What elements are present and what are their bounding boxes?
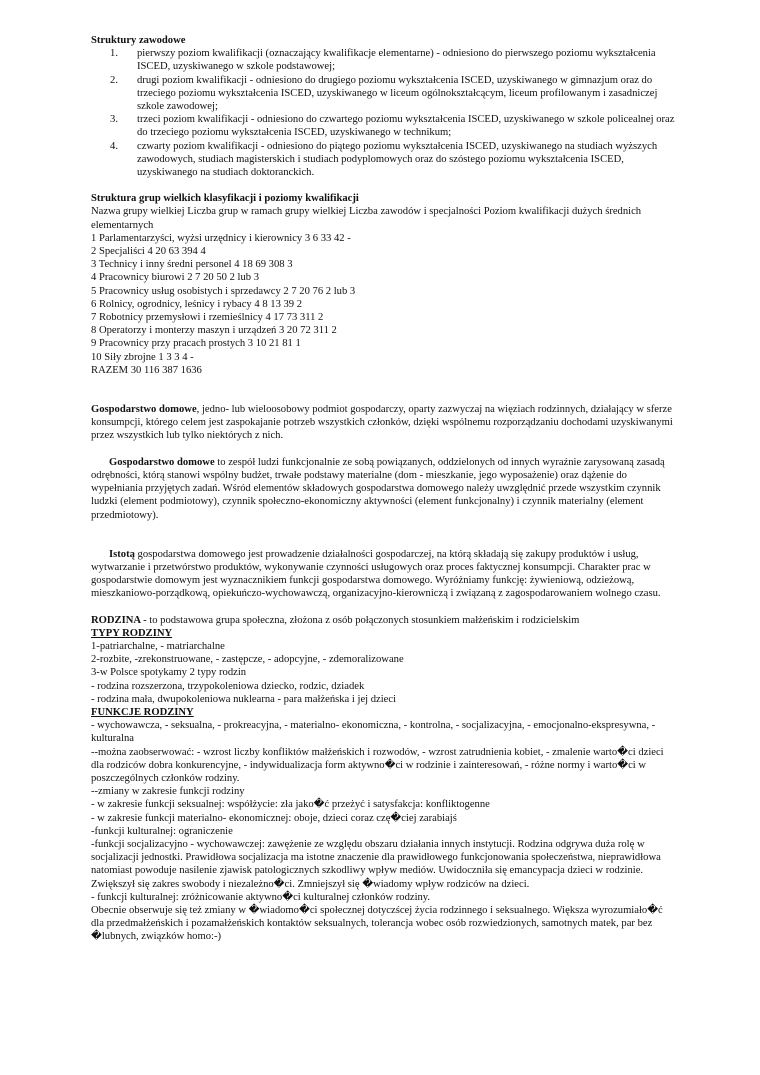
list-item-text: pierwszy poziom kwalifikacji (oznaczający kwalifikacje elementarne) - odniesiono do pierwszego poziomu wykształcenia ISCED, uzyskiwanego w szkole podstawowej; [137, 48, 656, 73]
family-functions-line: -funkcji socjalizacyjno - wychowawczej: zawężenie ze względu obszaru działania innych instytucji. Rodzina odgrywa duża rolę w socjalizacji jednostki. Prawidłowa socjalizacja ma istotne znaczenie dla prawidłowego funkcjonowania społeczeństwa, nieprawidłowa natomiast powoduje nasilenie zjawisk patologicznych szkodliwy wpływ mediów. Uwidoczniła się emancypacja dzieci w rodzinie. Zwiększył się zakres swobody i niezależno�ci. Zmniejszył się �wiadomy wpływ rodziców na dzieci. [91, 838, 661, 890]
family-functions-line: --można zaobserwować: - wzrost liczby konfliktów małżeńskich i rozwodów, - wzrost zatrudnienia kobiet, - zmalenie warto�ci dzieci dla rodziców dobra konkurencyjne, - indywidualizacja form aktywno�ci w rodzinie i zainteresowań, - różne normy i warto�ci w poszczególnych członków rodziny. [91, 746, 664, 784]
list-item-number: 3. [110, 114, 118, 126]
household-text: , jedno- lub wieloosobowy podmiot gospodarczy, oparty zazwyczaj na więziach rodzinnych, działający w sferze konsumpcji, którego celem jest zaspokajanie potrzeb wszystkich członków, dzięki wspólnemu rozporządzaniu dochodami uzyskiwanymi przez wszystkich lub tylko niektórych z nich. [91, 404, 673, 442]
family-functions-heading: FUNKCJE RODZINY [91, 706, 194, 718]
list-item [91, 74, 677, 114]
groups-row: 1 Parlamentarzyści, wyżsi urzędnicy i kierownicy 3 6 33 42 - [91, 232, 351, 244]
spacer [91, 377, 677, 403]
list-item-text: drugi poziom kwalifikacji - odniesiono do drugiego poziomu wykształcenia ISCED, uzyskiwanego w gimnazjum oraz do trzeciego poziomu wykształcenia ISCED, uzyskiwanego w liceum ogólnokształcącym, liceum profilowanym i zasadniczej szkole zawodowej; [137, 74, 658, 113]
list-item-text: czwarty poziom kwalifikacji - odniesiono do piątego poziomu wykształcenia ISCED, uzyskiwanego na studiach wyższych zawodowych, studiach magisterskich i studiach podyplomowych oraz do szóstego poziomu wykształcenia ISCED, uzyskiwanego na studiach doktoranckich. [137, 140, 658, 179]
list-item [91, 113, 677, 139]
family-definition-text: to podstawowa grupa społeczna, złożona z osób połączonych stosunkiem małżeńskim i rodzicielskim [149, 614, 580, 626]
groups-row: 7 Robotnicy przemysłowi i rzemieślnicy 4 17 73 311 2 [91, 312, 324, 324]
list-item [91, 47, 677, 73]
groups-row: 4 Pracownicy biurowi 2 7 20 50 2 lub 3 [91, 272, 260, 284]
family-types-line: 2-rozbite, -zrekonstruowane, - zastępcze, - adopcyjne, - zdemoralizowane [91, 654, 404, 666]
household-paragraph-1 [91, 403, 677, 443]
spacer [91, 522, 677, 548]
groups-row: 8 Operatorzy i monterzy maszyn i urządzeń 3 20 72 311 2 [91, 325, 337, 337]
groups-row: RAZEM 30 116 387 1636 [91, 364, 202, 376]
groups-row: 2 Specjaliści 4 20 63 394 4 [91, 246, 206, 258]
structures-heading: Struktury zawodowe [91, 35, 186, 46]
family-types-line: 3-w Polsce spotykamy 2 typy rodzin [91, 667, 247, 679]
family-types-heading: TYPY RODZINY [91, 627, 173, 639]
groups-row: 9 Pracownicy przy pracach prostych 3 10 21 81 1 [91, 338, 301, 350]
family-functions-line: - w zakresie funkcji seksualnej: współżycie: zła jako�ć przeżyć i satysfakcja: konfliktogenne [91, 799, 490, 811]
household-term: Gospodarstwo domowe [91, 404, 197, 416]
document-page [91, 34, 677, 944]
groups-row: 6 Rolnicy, ogrodnicy, leśnicy i rybacy 4 8 13 39 2 [91, 298, 303, 310]
list-item [91, 140, 677, 180]
family-types-line: 1-patriarchalne, - matriarchalne [91, 640, 225, 652]
family-term: RODZINA - [91, 614, 150, 626]
groups-row: 10 Siły zbrojne 1 3 3 4 - [91, 351, 194, 363]
structures-list [91, 47, 677, 179]
household-term: Istotą [109, 548, 135, 560]
groups-header-line: Nazwa grupy wielkiej Liczba grup w ramach grupy wielkiej Liczba zawodów i specjalności Poziom kwalifikacji dużych średnich elementarnych [91, 206, 642, 231]
family-functions-line: - wychowawcza, - seksualna, - prokreacyjna, - materialno- ekonomiczna, - kontrolna, - socjalizacyjna, - emocjonalno-ekspresywna, - kulturalna [91, 720, 656, 745]
household-text: gospodarstwa domowego jest prowadzenie działalności gospodarczej, na którą składają się zakupy produktów i usług, wytwarzanie i przetwórstwo produktów, wykonywanie czynności usługowych oraz proces faktycznej konsumpcji. Charakter prac w gospodarstwie domowym jest wyznacznikiem funkcji gospodarstwa domowego. Wyróżniamy funkcję: żywieniową, odzieżową, mieszkaniowo-porządkową, opiekuńczo-wychowawczą, organizacyjno-kierowniczą i związaną z zagospodarowaniem wolnego czasu. [91, 548, 661, 600]
groups-heading: Struktura grup wielkich klasyfikacji i poziomy kwalifikacji [91, 193, 359, 205]
groups-row: 3 Technicy i inny średni personel 4 18 69 308 3 [91, 259, 293, 271]
list-item-number: 4. [110, 140, 118, 152]
household-text: to zespół ludzi funkcjonalnie ze sobą powiązanych, oddzielonych od innych wyraźnie zarysowaną zasadą odrębności, którą stanowi wspólny budżet, trwałe podstawy materialne (dom - mieszkanie, jego wyposażenie) oraz dążenie do wypełniania przyjętych zadań. Wśród elementów składowych gospodarstwa domowego należy uwzględnić przede wszystkim czynnik ludzki (element podmiotowy), czynnik społeczno-ekonomiczny aktywności (element funkcjonalny) i czynnik materialny (element przedmiotowy). [91, 456, 665, 521]
list-item-number: 1. [110, 48, 118, 60]
family-types-line: - rodzina rozszerzona, trzypokoleniowa dziecko, rodzic, dziadek [91, 680, 365, 692]
family-functions-line: -funkcji kulturalnej: ograniczenie [91, 825, 233, 837]
household-paragraph-2 [91, 456, 677, 522]
spacer [91, 443, 677, 456]
spacer [91, 601, 677, 614]
family-functions-line: - w zakresie funkcji materialno- ekonomicznej: oboje, dzieci coraz czę�ciej zarabiajś [91, 812, 457, 824]
family-functions-line: --zmiany w zakresie funkcji rodziny [91, 786, 245, 798]
list-item-number: 2. [110, 74, 118, 86]
family-functions-line: Obecnie obserwuje się też zmiany w �wiadomo�ci społecznej dotyczścej życia rodzinnego i seksualnego. Większa wyrozumiało�ć dla przedmałżeńskich i pozamałżeńskich kontaktów seksualnych, tolerancja wobec osób rozwiedzionych, samotnych matek, par bez �lubnych, związków homo:-) [91, 904, 663, 943]
household-term: Gospodarstwo domowe [109, 456, 215, 468]
family-types-line: - rodzina mała, dwupokoleniowa nuklearna - para małżeńska i jej dzieci [91, 693, 397, 705]
household-paragraph-3 [91, 548, 677, 601]
spacer [91, 179, 677, 192]
groups-row: 5 Pracownicy usług osobistych i sprzedawcy 2 7 20 76 2 lub 3 [91, 285, 356, 297]
family-functions-line: - funkcji kulturalnej: zróżnicowanie aktywno�ci kulturalnej członków rodziny. [91, 891, 431, 903]
list-item-text: trzeci poziom kwalifikacji - odniesiono do czwartego poziomu wykształcenia ISCED, uzyskiwanego w szkole policealnej oraz do trzeciego poziomu wykształcenia ISCED, uzyskiwanego w technikum; [137, 114, 675, 139]
family-definition [91, 614, 677, 627]
